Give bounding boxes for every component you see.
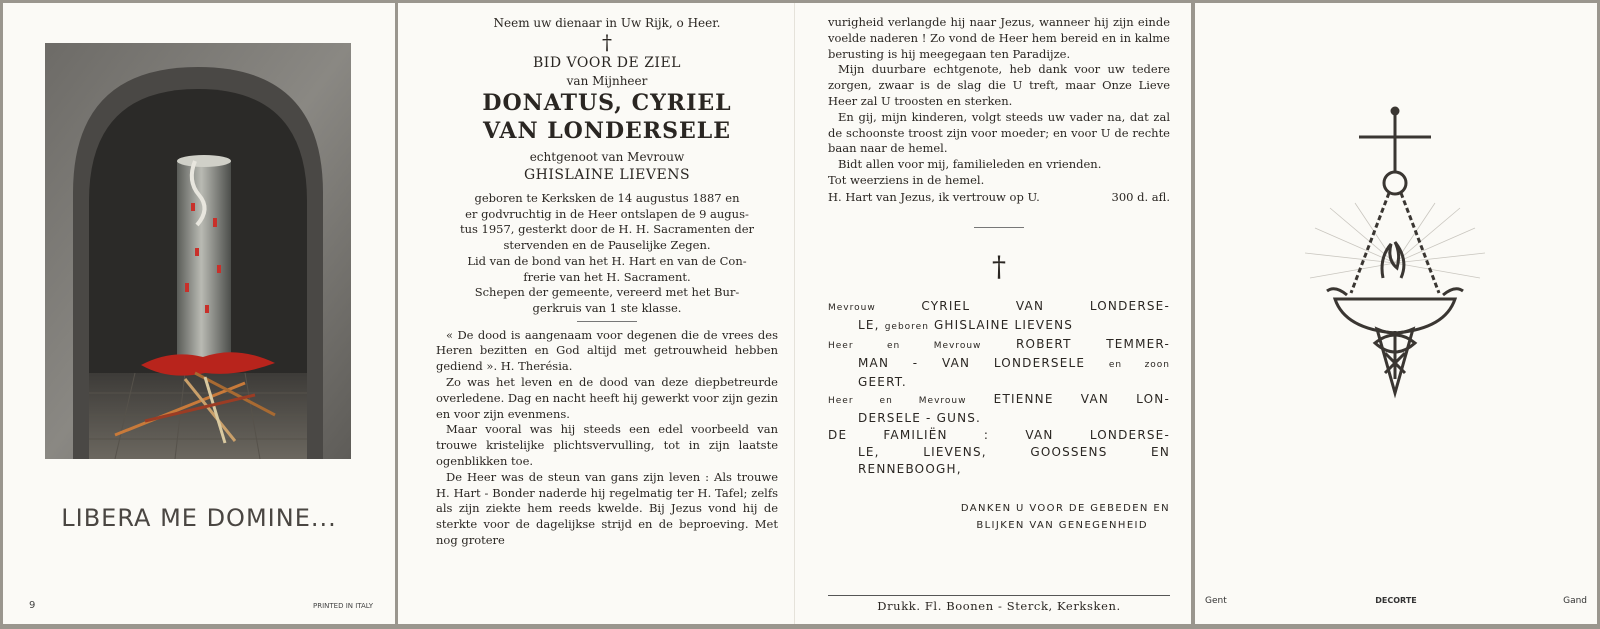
inside-left-column — [436, 15, 778, 549]
bio-line: gerkruis van 1 ste klasse. — [532, 300, 682, 315]
echtgenoot-van: echtgenoot van Mevrouw — [529, 150, 685, 164]
family-entry: Mevrouw CYRIEL VAN LONDERSE- — [828, 298, 1170, 313]
caption-libera-me-domine: LIBERA ME DOMINE... — [61, 504, 337, 532]
back-left-text: Gent — [1205, 596, 1227, 606]
divider — [974, 227, 1024, 228]
footer-rule — [828, 595, 1170, 596]
paragraph: Mijn duurbare echtgenote, heb dank voor uw tedere zorgen, zwaar is de slag die U treft, maar Onze Lieve Heer zal U troosten en sterken. — [828, 62, 1170, 108]
fold-line — [794, 3, 795, 624]
paragraph: Tot weerziens in de hemel. — [828, 172, 985, 187]
bio-line: geboren te Kerksken de 14 augustus 1887 en — [474, 191, 740, 205]
cross-icon: † — [992, 249, 1006, 283]
spouse-name: GHISLAINE LIEVENS — [523, 167, 691, 183]
bid-voor-de-ziel: BID VOOR DE ZIEL — [533, 55, 681, 71]
family-entry: MAN - VAN LONDERSELE en zoon — [858, 355, 1171, 370]
page-number: 9 — [29, 600, 36, 611]
family-entry: Heer en Mevrouw ROBERT TEMMER- — [828, 336, 1170, 351]
family-entry: DERSELE - GUNS. — [858, 410, 982, 425]
paragraph: De Heer was de steun van gans zijn leven : Als trouwe H. Hart - Bonder naderde hij regelmatig ter H. Tafel; zelfs als zijn ziekte hem reeds kwelde. Bij Jezus vond hij de sterkte voor de dagelijkse strijd en de beproeving. Met nog grotere — [436, 469, 778, 547]
family-entry: Heer en Mevrouw ETIENNE VAN LON- — [828, 391, 1170, 406]
inside-right-column — [828, 15, 1171, 613]
bio-line: Lid van de bond van het H. Hart en van de Con- — [467, 253, 747, 268]
cross-icon: † — [602, 30, 612, 54]
biography — [436, 191, 778, 317]
printed-in-italy: PRINTED IN ITALY — [313, 602, 374, 610]
bio-line: Schepen der gemeente, vereerd met het Bur- — [474, 285, 740, 300]
paragraph: vurigheid verlangde hij naar Jezus, wanneer hij zijn einde voelde naderen ! Zo vond de Heer hem bereid en in kalme berusting is hij meegegaan ten Paradijze. — [828, 15, 1170, 61]
family-entry: DE FAMILIËN : VAN LONDERSE- — [828, 427, 1170, 442]
prayer-line: Neem uw dienaar in Uw Rijk, o Heer. — [493, 16, 721, 30]
paragraph: Maar vooral was hij steeds een edel voorbeeld van trouwe kristelijke plichtsvervulling, tot in zijn laatste ogenblikken toe. — [436, 422, 778, 468]
family-list — [828, 298, 1170, 478]
bio-line: er godvruchtig in de Heer ontslapen de 9 augus- — [465, 206, 749, 221]
divider — [577, 321, 637, 322]
thanks-line2: BLIJKEN VAN GENEGENHEID — [976, 519, 1148, 531]
family-entry: RENNEBOOGH, — [858, 461, 962, 476]
bio-line: frerie van het H. Sacrament. — [523, 269, 691, 284]
inside-spread — [398, 3, 1191, 624]
sanctuary-lamp-icon — [1305, 103, 1485, 413]
front-panel — [3, 3, 395, 624]
printer-credit: Drukk. Fl. Boonen - Sterck, Kerksken. — [877, 599, 1121, 613]
bio-line: stervenden en de Pauselijke Zegen. — [503, 238, 711, 253]
indulgence-prayer: H. Hart van Jezus, ik vertrouw op U. — [828, 189, 1040, 204]
deceased-name-line2: VAN LONDERSELE — [483, 118, 731, 144]
column-of-flagellation-image — [45, 43, 351, 459]
thanks-line1: DANKEN U VOOR DE GEBEDEN EN — [960, 502, 1170, 514]
family-entry: GEERT. — [858, 374, 907, 389]
indulgence-days: 300 d. afl. — [1111, 189, 1170, 204]
back-panel — [1195, 3, 1597, 624]
bio-line: tus 1957, gesterkt door de H. H. Sacramenten der — [459, 222, 755, 237]
quote-theresia: « De dood is aangenaam voor degenen die de vrees des Heren bezitten en God altijd met getrouwheid hebben gediend ». H. Therésia. — [436, 327, 778, 374]
van-mijnheer: van Mijnheer — [566, 74, 648, 88]
paragraph: Zo was het leven en de dood van deze diepbetreurde overledene. Dag en nacht heeft hij gewerkt voor zijn gezin en voor zijn evenmens. — [436, 375, 778, 421]
back-right-text: Gand — [1563, 596, 1587, 606]
family-entry: LE, LIEVENS, GOOSSENS EN — [858, 444, 1170, 459]
deceased-name-line1: DONATUS, CYRIEL — [482, 90, 732, 116]
back-publisher: DECORTE — [1375, 596, 1417, 605]
family-entry: LE, geboren GHISLAINE LIEVENS — [858, 317, 1074, 332]
indulgence-line — [828, 189, 1170, 205]
paragraph: Bidt allen voor mij, familieleden en vrienden. — [838, 157, 1102, 172]
paragraph: En gij, mijn kinderen, volgt steeds uw vader na, dat zal de schoonste troost zijn voor moeder; en voor U de rechte baan naar de hemel. — [828, 109, 1170, 156]
